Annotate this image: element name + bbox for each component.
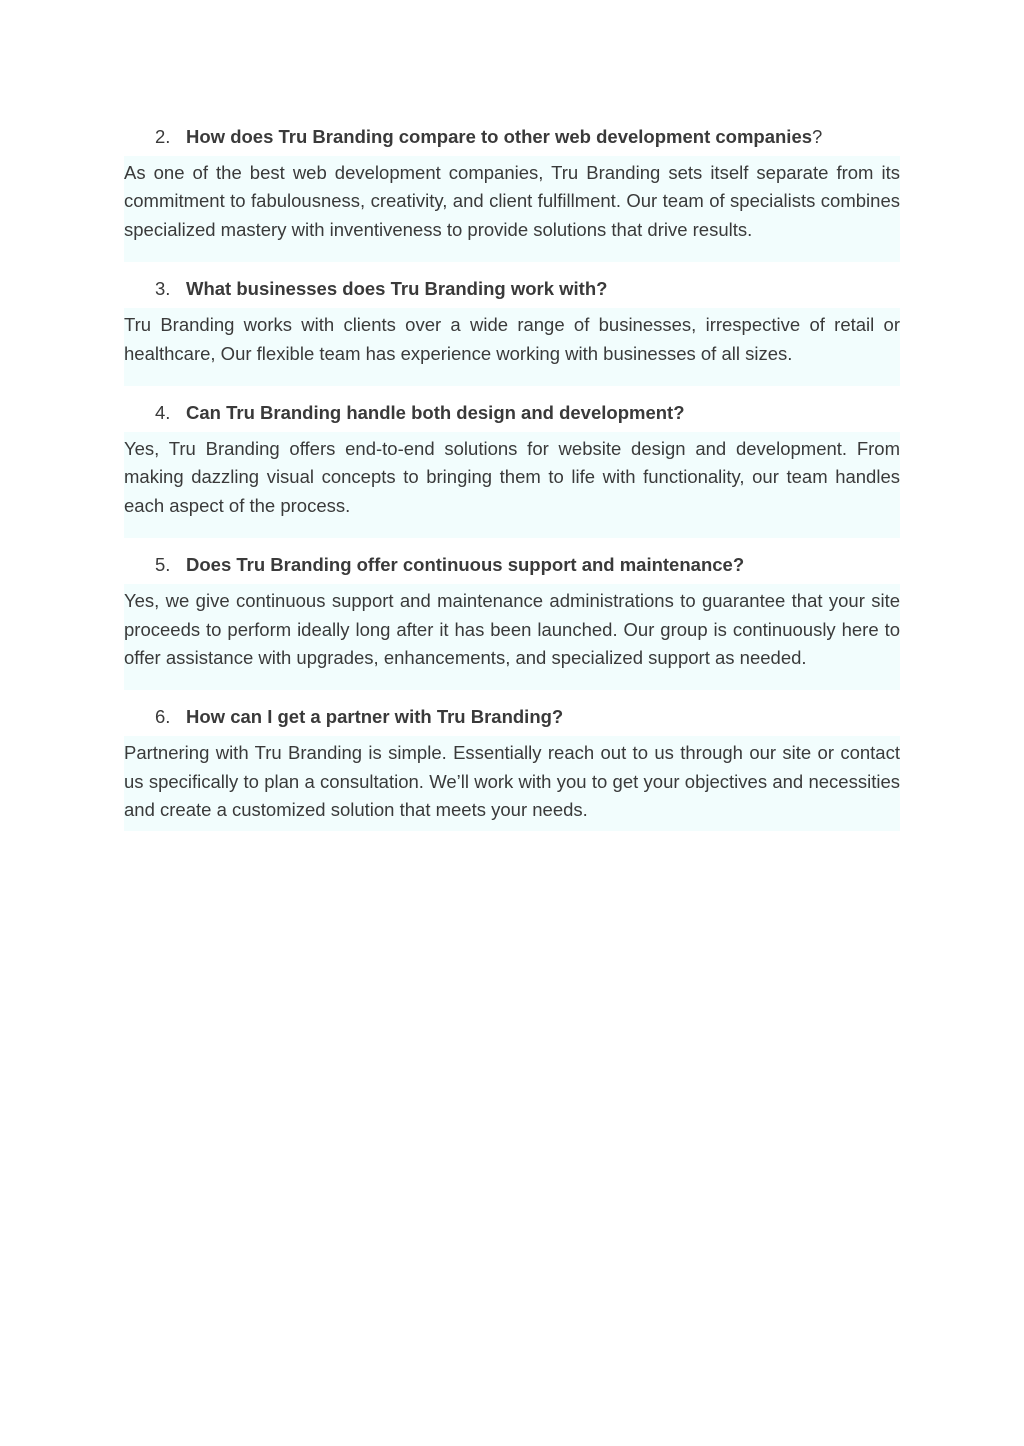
faq-question	[124, 394, 900, 432]
faq-question	[124, 698, 900, 736]
question-label: How does Tru Branding compare to other web development companies	[186, 126, 813, 147]
faq-question	[124, 546, 900, 584]
question-number: 3.	[155, 278, 171, 300]
faq-answer: Tru Branding works with clients over a wide range of businesses, irrespective of retail or healthcare, Our flexible team has experience working with businesses of all sizes.	[124, 308, 900, 386]
question-number: 5.	[155, 554, 171, 576]
faq-item-6	[124, 698, 900, 830]
faq-answer: Yes, Tru Branding offers end-to-end solutions for website design and development. From making dazzling visual concepts to bringing them to life with functionality, our team handles each aspect of the process.	[124, 432, 900, 538]
faq-question	[124, 270, 900, 308]
faq-answer: As one of the best web development companies, Tru Branding sets itself separate from its commitment to fabulousness, creativity, and client fulfillment. Our team of specialists combines specialized mastery with inventiveness to provide solutions that drive results.	[124, 156, 900, 262]
faq-item-4	[124, 394, 900, 538]
faq-list	[124, 118, 900, 839]
question-suffix: ?	[812, 126, 823, 147]
faq-answer: Partnering with Tru Branding is simple. Essentially reach out to us through our site or contact us specifically to plan a consultation. We’ll work with you to get your objectives and necessities and create a customized solution that meets your needs.	[124, 736, 900, 830]
faq-question	[124, 118, 900, 156]
faq-item-5	[124, 546, 900, 690]
question-text: Does Tru Branding offer continuous support and maintenance?	[186, 554, 745, 576]
question-text	[186, 118, 822, 156]
faq-item-2	[124, 118, 900, 262]
question-text: Can Tru Branding handle both design and development?	[186, 402, 685, 424]
faq-item-3	[124, 270, 900, 386]
question-text: How can I get a partner with Tru Branding?	[186, 706, 564, 728]
question-number: 2.	[155, 126, 171, 147]
faq-answer: Yes, we give continuous support and maintenance administrations to guarantee that your site proceeds to perform ideally long after it has been launched. Our group is continuously here to offer assistance with upgrades, enhancements, and specialized support as needed.	[124, 584, 900, 690]
question-text: What businesses does Tru Branding work with?	[186, 278, 608, 300]
question-number: 4.	[155, 402, 171, 424]
question-number: 6.	[155, 706, 171, 728]
